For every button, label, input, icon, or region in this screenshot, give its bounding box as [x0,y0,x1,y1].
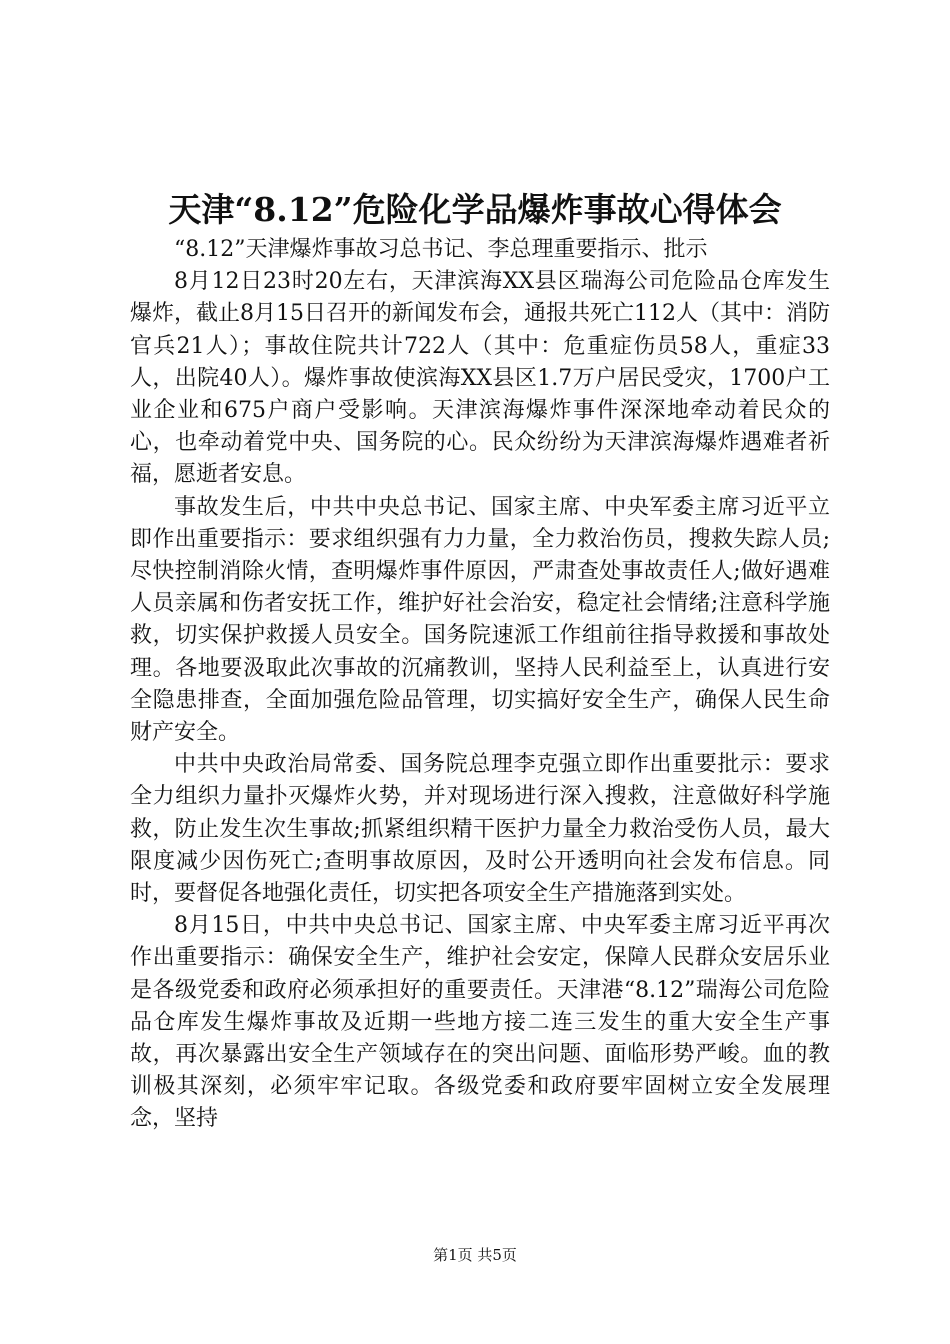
paragraph-li-instruction: 中共中央政治局常委、国务院总理李克强立即作出重要批示：要求全力组织力量扑灭爆炸火势，并对现场进行深入搜救，注意做好科学施救，防止发生次生事故;抓紧组织精干医护力量全力救治受伤人员，最大限度减少因伤死亡;查明事故原因，及时公开透明向社会发布信息。同时，要督促各地强化责任，切实把各项安全生产措施落到实处。 [130,752,830,907]
document-body [130,234,830,1136]
paragraph-accident-summary: 8月12日23时20左右，天津滨海XX县区瑞海公司危险品仓库发生爆炸，截止8月15日召开的新闻发布会，通报共死亡112人（其中：消防官兵21人）；事故住院共计722人（其中：危重症伤员58人，重症33人，出院40人）。爆炸事故使滨海XX县区1.7万户居民受灾，1700户工业企业和675户商户受影响。天津滨海爆炸事件深深地牵动着民众的心，也牵动着党中央、国务院的心。民众纷纷为天津滨海爆炸遇难者祈福，愿逝者安息。 [130,269,830,488]
page-footer: 第1页 共5页 [433,1246,517,1264]
document-subtitle: “8.12”天津爆炸事故习总书记、李总理重要指示、批示 [174,237,708,262]
paragraph-xi-second-instruction: 8月15日，中共中央总书记、国家主席、中央军委主席习近平再次作出重要指示：确保安全生产，维护社会安定，保障人民群众安居乐业是各级党委和政府必须承担好的重要责任。天津港“8.12”瑞海公司危险品仓库发生爆炸事故及近期一些地方接二连三发生的重大安全生产事故，再次暴露出安全生产领域存在的突出问题、面临形势严峻。血的教训极其深刻，必须牢牢记取。各级党委和政府要牢固树立安全发展理念，坚持 [130,913,830,1132]
paragraph-xi-instruction: 事故发生后，中共中央总书记、国家主席、中央军委主席习近平立即作出重要指示：要求组织强有力力量，全力救治伤员，搜救失踪人员;尽快控制消除火情，查明爆炸事件原因，严肃查处事故责任人;做好遇难人员亲属和伤者安抚工作，维护好社会治安，稳定社会情绪;注意科学施救，切实保护救援人员安全。国务院速派工作组前往指导救援和事故处理。各地要汲取此次事故的沉痛教训，坚持人民利益至上，认真进行安全隐患排查，全面加强危险品管理，切实搞好安全生产，确保人民生命财产安全。 [130,494,830,746]
document-title: 天津“8.12”危险化学品爆炸事故心得体会 [168,190,782,229]
